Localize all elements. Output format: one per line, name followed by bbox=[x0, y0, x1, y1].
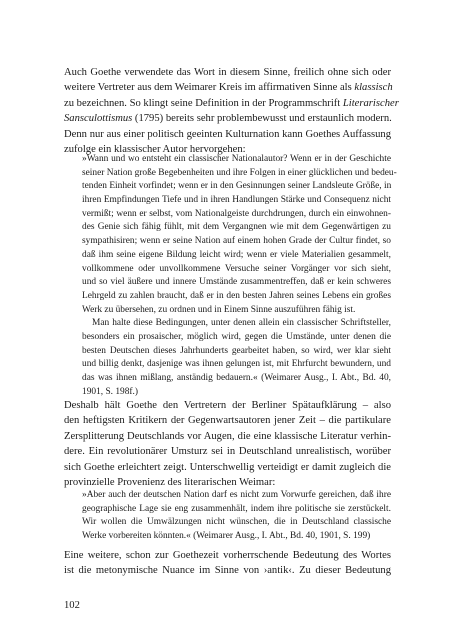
text-span: (1795) bereits sehr problembewusst und erstaunlich modern. bbox=[132, 113, 392, 125]
text-line bbox=[64, 96, 399, 111]
quote-line: das was ihnen mißlang, anständig bedauern.« (Weimarer Ausg., I. Abt., Bd. 40, bbox=[82, 373, 391, 383]
italic-term: klassisch bbox=[354, 82, 393, 94]
text-line: Zersplitterung Deutschlands vor Augen, die eine klassische Literatur verhin- bbox=[64, 430, 391, 442]
text-line: provinzielle Provenienz des literarischen Weimar: bbox=[64, 476, 276, 488]
quote-line: und billig denkt, dasjenige was ihnen gelungen ist, mit Ehrfurcht bewundern, und bbox=[82, 359, 391, 370]
quote-line: Lehrgeld zu zahlen braucht, daß er in den besten Jahren seines Lebens ein großes bbox=[82, 290, 391, 301]
paragraph-1 bbox=[64, 65, 399, 157]
italic-term: Sansculottismus bbox=[64, 113, 133, 125]
text-line: ist die metonymische Nuance im Sinne von ›antik‹. Zu dieser Bedeutung bbox=[64, 565, 391, 577]
quote-line: Werk zu übersehen, zu ordnen und in Einem Sinne auszuführen fähig ist. bbox=[82, 304, 356, 315]
quote-line: Man halte diese Bedingungen, unter denen allein ein classischer Schriftsteller, bbox=[92, 318, 391, 329]
text-line: Deshalb hält Goethe den Vertretern der Berliner Spätaufklärung – also bbox=[64, 400, 391, 411]
text-line bbox=[64, 80, 391, 95]
quote-line: tenden Einheit vorfindet; wenn er in den Gesinnungen seiner Landsleute Größe, in bbox=[82, 181, 392, 192]
text-span: weitere Vertreter aus dem Weimarer Kreis im affirmativen Sinne als bbox=[64, 82, 355, 94]
quote-line: 1901, S. 198f.) bbox=[82, 386, 138, 397]
text-span: zu bezeichnen. So klingt seine Definition in der Programmschrift bbox=[64, 97, 343, 109]
quote-line: vermißt; wenn er selbst, vom Nationalgeiste durchdrungen, durch ein einwohnen- bbox=[82, 208, 391, 219]
quote-line: geographische Lage sie eng zusammenhält, indem ihre politische sie zerstückelt. bbox=[82, 503, 391, 514]
text-line: Auch Goethe verwendete das Wort in diesem Sinne, freilich ohne sich oder bbox=[64, 67, 391, 78]
text-line: den heftigsten Kritikern der Gegenwartsautoren jener Zeit – die partikulare bbox=[64, 415, 391, 427]
quote-line: »Wann und wo entsteht ein classischer Nationalautor? Wenn er in der Geschichte bbox=[82, 154, 391, 164]
quote-line: »Aber auch der deutschen Nation darf es nicht zum Vorwurfe gereichen, daß ihre bbox=[82, 490, 391, 500]
quote-line: besonders ein prosaischer, möglich wird, gegen die Umstände, unter denen die bbox=[82, 331, 391, 342]
quote-line: sympathisiren; wenn er seine Nation auf einem hohen Grade der Cultur findet, so bbox=[82, 236, 391, 247]
text-line: Denn nur aus einer politisch geeinten Kulturnation kann Goethes Auffassung bbox=[64, 128, 391, 140]
quote-line: besten Deutschen dieses Jahrhunderts gearbeitet haben, so wird, wer klar sieht bbox=[82, 345, 391, 356]
block-quote-1 bbox=[82, 153, 397, 399]
quote-line: Wir wollen die Umwälzungen nicht wünschen, die in Deutschland classische bbox=[82, 517, 391, 528]
page-number: 102 bbox=[64, 600, 80, 611]
text-line: zufolge ein klassischer Autor hervorgehen: bbox=[64, 143, 246, 155]
quote-line: Werke vorbereiten könnten.« (Weimarer Ausg., I. Abt., Bd. 40, 1901, S. 199) bbox=[82, 531, 371, 542]
text-line: dere. Ein revolutionärer Umsturz sei in Deutschland unrealistisch, worüber bbox=[64, 446, 391, 458]
paragraph-3 bbox=[64, 548, 391, 579]
quote-line: daß ihm seine eigene Bildung leicht wird; wenn er viele Materialien gesammelt, bbox=[82, 249, 391, 260]
block-quote-2 bbox=[82, 489, 391, 544]
quote-line: und so viel äußere und innere Umstände zusammentreffen, daß er kein schweres bbox=[82, 277, 391, 288]
paragraph-2 bbox=[64, 398, 391, 490]
text-line: Eine weitere, schon zur Goethezeit vorherrschende Bedeutung des Wortes bbox=[64, 550, 391, 561]
quote-line: ihren Empfindungen Tiefe und in ihren Handlungen Stärke und Consequenz nicht bbox=[82, 195, 391, 206]
quote-line: vollkommene oder unvollkommene Versuche seiner Vorgänger vor sich sieht, bbox=[82, 263, 391, 274]
text-line: sich Goethe erleichtert zeigt. Unterschwellig verteidigt er damit zugleich die bbox=[64, 461, 391, 473]
quote-line: des Genie sich fähig fühlt, mit dem Vergangnen wie mit dem Gegenwärtigen zu bbox=[82, 222, 391, 233]
italic-term: Literarischer bbox=[342, 97, 399, 109]
quote-line: seiner Nation große Begebenheiten und ihre Folgen in einer glücklichen und bedeu- bbox=[82, 167, 397, 178]
text-line bbox=[64, 111, 391, 126]
